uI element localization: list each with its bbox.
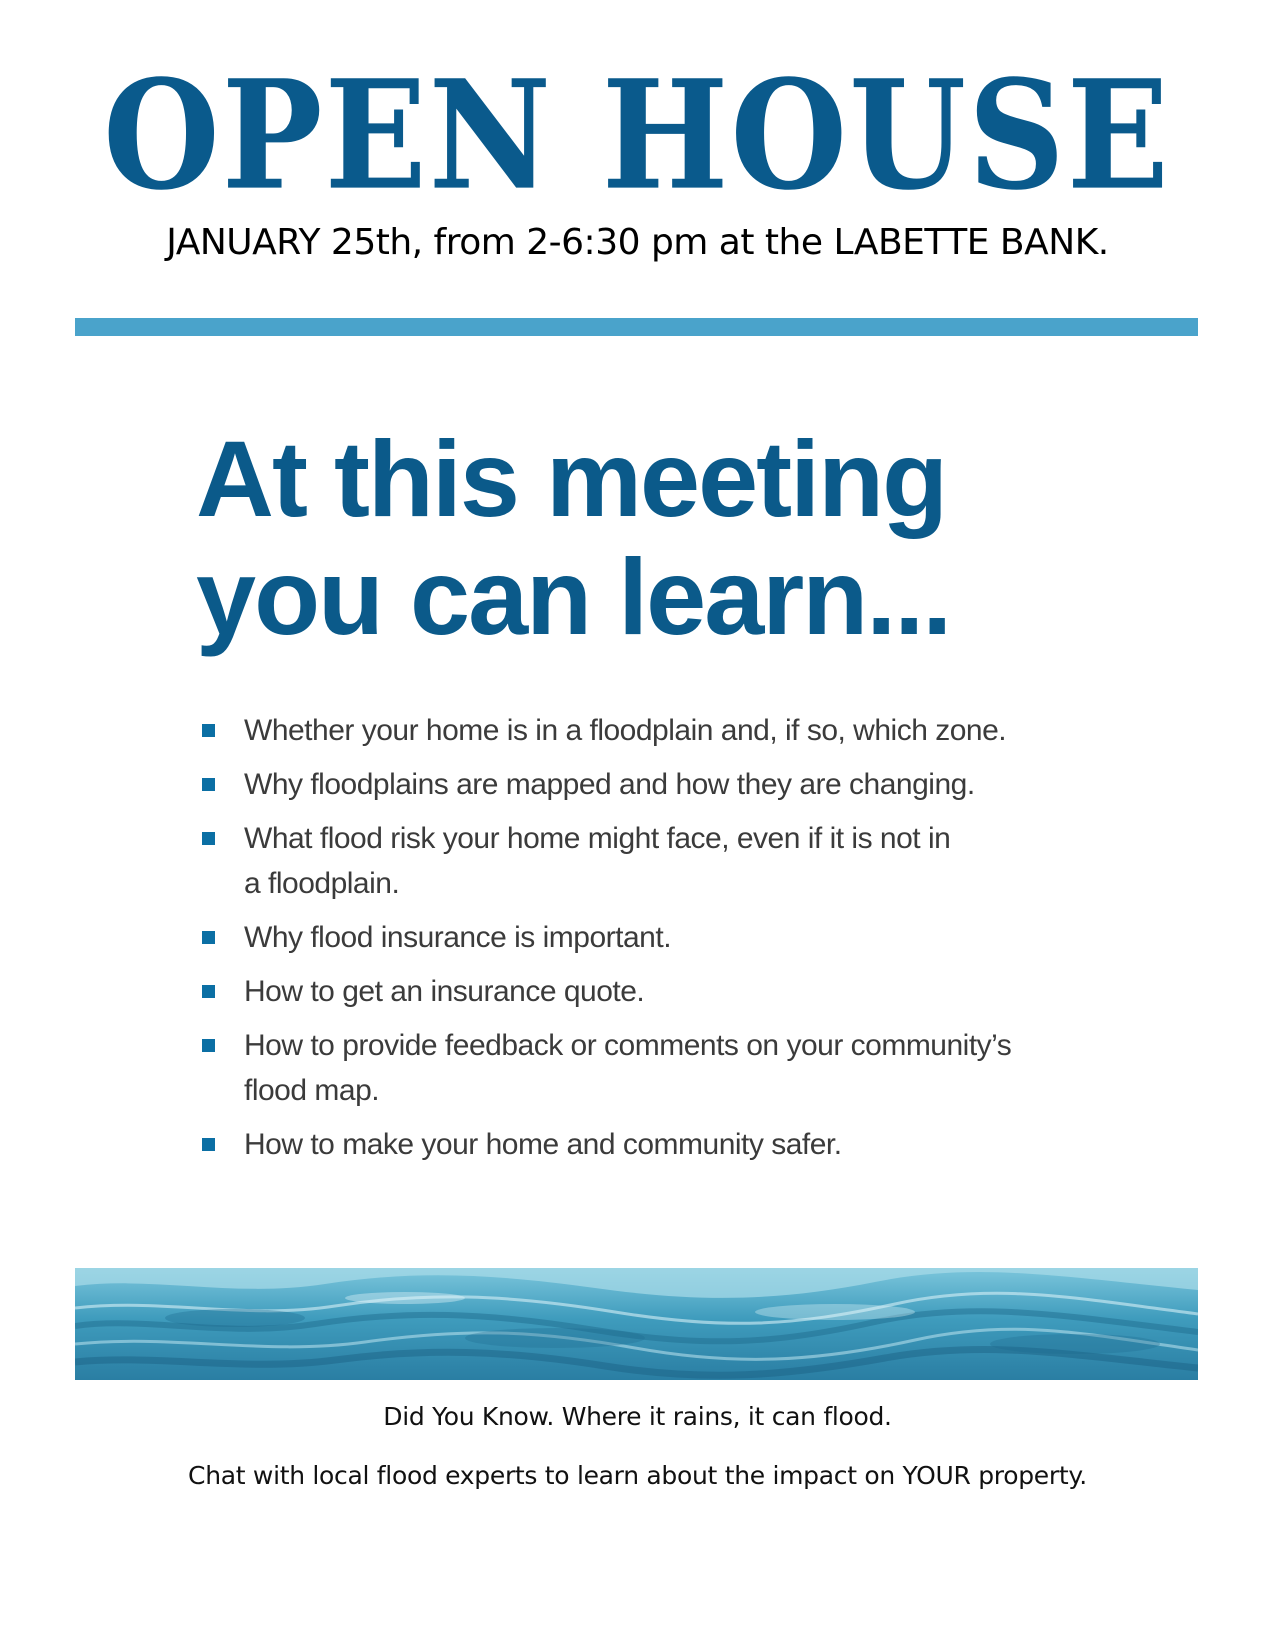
water-photo-banner [75,1268,1198,1380]
topic-text: What flood risk your home might face, even if it is not in [244,822,951,855]
list-item [200,708,1100,753]
topic-text-continued: flood map. [244,1074,380,1107]
topic-text-continued: a floodplain. [244,867,400,900]
topic-text: Why flood insurance is important. [244,921,672,954]
list-item [200,915,1100,960]
list-item [200,762,1100,807]
topic-text: Why floodplains are mapped and how they are changing. [244,768,975,801]
square-bullet-icon [202,985,215,998]
list-item [200,1122,1100,1167]
square-bullet-icon [202,778,215,791]
water-waves-image [75,1268,1198,1380]
meeting-heading-line-2: you can learn... [196,536,951,657]
divider-rule [75,318,1198,336]
list-item [200,1023,1100,1113]
topic-text: Whether your home is in a floodplain and, if so, which zone. [244,714,1007,747]
meeting-heading-line-1: At this meeting [196,418,947,539]
square-bullet-icon [202,931,215,944]
square-bullet-icon [202,724,215,737]
square-bullet-icon [202,832,215,845]
chat-experts-text: Chat with local flood experts to learn about the impact on YOUR property. [188,1461,1087,1490]
square-bullet-icon [202,1039,215,1052]
meeting-heading [196,420,1096,656]
list-item [200,969,1100,1014]
topic-text: How to make your home and community safer. [244,1128,842,1161]
topic-text: How to provide feedback or comments on your community’s [244,1029,1012,1062]
did-you-know-text: Did You Know. Where it rains, it can flood. [383,1402,892,1431]
square-bullet-icon [202,1138,215,1151]
list-item [200,816,1100,906]
topic-list [200,708,1100,1176]
open-house-headline: OPEN HOUSE [103,46,1171,224]
event-date-line: JANUARY 25th, from 2-6:30 pm at the LABETTE BANK. [166,222,1109,263]
topic-text: How to get an insurance quote. [244,975,645,1008]
